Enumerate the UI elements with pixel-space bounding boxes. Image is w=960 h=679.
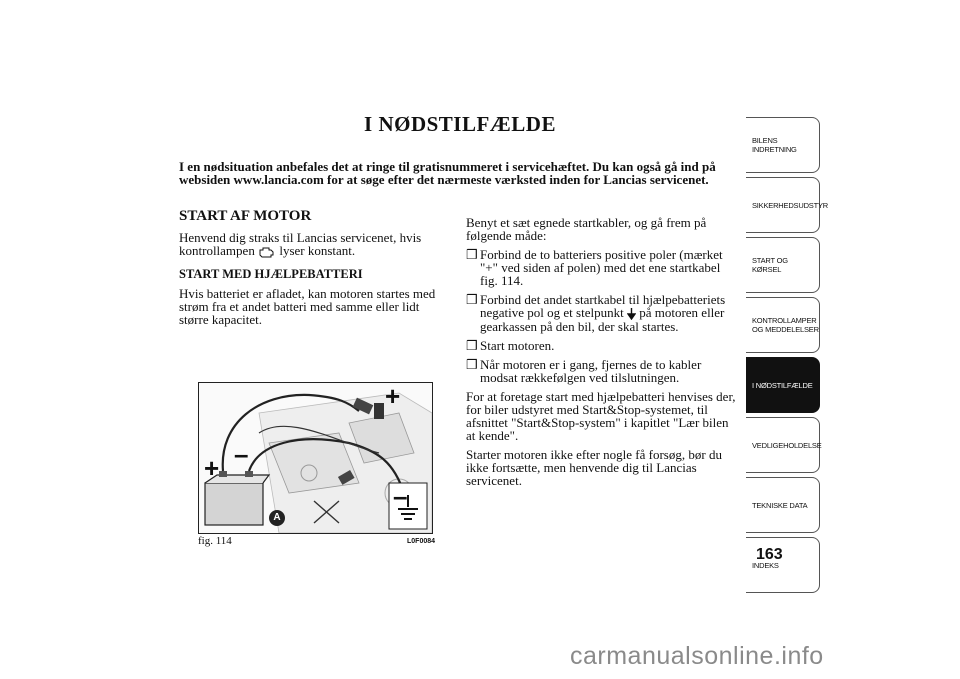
minus-sign-ground: – bbox=[393, 481, 408, 511]
page-title: I NØDSTILFÆLDE bbox=[364, 112, 556, 136]
engine-warning-icon bbox=[258, 246, 276, 258]
list-item-text-b: på motoren eller gearkassen på den bil, der skal startes. bbox=[480, 305, 725, 335]
subsection-heading: START MED HJÆLPEBATTERI bbox=[179, 267, 363, 282]
list-item bbox=[466, 293, 741, 333]
service-paragraph: Starter motoren ikke efter nogle få forsøg, bør du ikke fortsætte, men henvende dig til Lancias servicenet. bbox=[466, 447, 722, 489]
checkbox-bullet-icon: ❒ bbox=[466, 357, 478, 373]
right-column bbox=[466, 216, 741, 493]
plus-sign-vehicle: + bbox=[385, 381, 401, 411]
checkbox-bullet-icon: ❒ bbox=[466, 292, 478, 307]
chapter-tabs bbox=[746, 117, 828, 597]
tab-i-nodstilfaelde[interactable]: I NØDSTILFÆLDE bbox=[746, 357, 820, 413]
warning-text-b: lyser konstant. bbox=[279, 243, 356, 258]
intro-paragraph: I en nødsituation anbefales det at ringe til gratisnummeret i servicehæftet. Du kan også gå ind på websiden www.lancia.com for at søge efter det nærmeste værksted inden for Lancias servicenet. bbox=[179, 159, 716, 187]
list-item bbox=[466, 339, 741, 352]
list-item-text: Start motoren. bbox=[480, 338, 555, 354]
start-stop-paragraph: For at foretage start med hjælpebatteri henvises der, for biler udstyret med Start&Stop-systemet, til afsnittet "Start&Stop-system" i kapitlet "Lær bilen at kende". bbox=[466, 389, 736, 444]
left-column bbox=[179, 210, 449, 332]
list-item-text: Når motoren er i gang, fjernes de to kabler modsat rækkefølgen ved tilslutningen. bbox=[480, 357, 702, 386]
tab-indeks[interactable]: INDEKS bbox=[746, 537, 820, 593]
tab-sikkerhedsudstyr[interactable]: SIKKERHEDSUDSTYR bbox=[746, 177, 820, 233]
minus-sign-battery: – bbox=[234, 439, 249, 469]
watermark: carmanualsonline.info bbox=[570, 642, 824, 670]
list-item-text-a: Forbind det andet startkabel til hjælpebatteriets negative pol og et stelpunkt bbox=[480, 292, 726, 320]
instructions-intro: Benyt et sæt egnede startkabler, og gå frem på følgende måde: bbox=[466, 215, 707, 243]
section-heading: START AF MOTOR bbox=[179, 208, 312, 224]
tab-start-og-korsel[interactable]: START OG KØRSEL bbox=[746, 237, 820, 293]
tab-vedligeholdelse[interactable]: VEDLIGEHOLDELSE bbox=[746, 417, 820, 473]
figure-code: L0F0084 bbox=[407, 538, 436, 545]
plus-sign-battery: + bbox=[204, 453, 220, 483]
tab-tekniske-data[interactable]: TEKNISKE DATA bbox=[746, 477, 820, 533]
list-item-text: Forbind de to batteriers positive poler (mærket "+" ved siden af polen) med det ene startkabel fig. 114. bbox=[480, 247, 723, 288]
jump-start-figure bbox=[198, 382, 433, 534]
page-number: 163 bbox=[756, 546, 783, 563]
list-item bbox=[466, 358, 741, 384]
warning-paragraph bbox=[179, 231, 449, 258]
checkbox-bullet-icon: ❒ bbox=[466, 247, 478, 262]
checkbox-bullet-icon: ❒ bbox=[466, 338, 478, 354]
jump-start-paragraph: Hvis batteriet er afladet, kan motoren startes med strøm fra et andet batteri med samme eller lidt større kapacitet. bbox=[179, 286, 436, 328]
list-item bbox=[466, 248, 741, 287]
warning-text-a: Henvend dig straks til Lancias servicenet, hvis kontrollampen bbox=[179, 230, 422, 258]
callout-a-label: A bbox=[269, 510, 285, 526]
tab-bilens-indretning[interactable]: BILENS INDRETNING bbox=[746, 117, 820, 173]
figure-caption: fig. 114 bbox=[198, 535, 232, 547]
tab-kontrollamper[interactable]: KONTROLLAMPER OG MEDDELELSER bbox=[746, 297, 820, 353]
